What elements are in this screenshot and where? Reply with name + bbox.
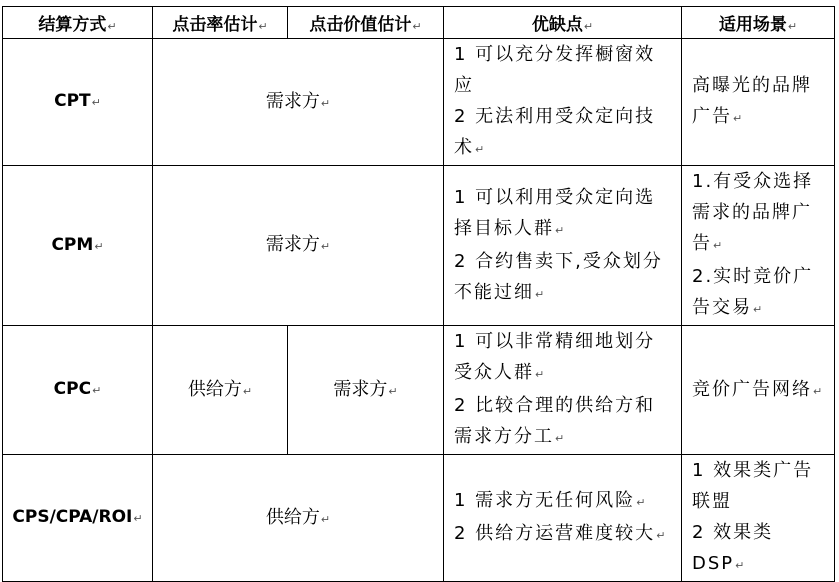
table-row [3, 166, 835, 326]
pros-cons-line: 2 供给方运营难度较大↵ [454, 523, 666, 544]
pros-cons-cell [444, 166, 682, 326]
ctr-cell: 供给方↵ [153, 326, 288, 455]
estimator-cell: 供给方↵ [153, 455, 444, 582]
pros-cons-line: 2 比较合理的供给方和需求方分工↵ [454, 395, 656, 447]
scenario-line: 高曝光的品牌广告↵ [692, 75, 812, 127]
header-scenario: 适用场景↵ [682, 7, 835, 39]
pros-cons-line: 1 需求方无任何风险↵ [454, 490, 646, 511]
scenario-cell [682, 166, 835, 326]
estimator-cell: 需求方↵ [153, 166, 444, 326]
pros-cons-line: 2 无法利用受众定向技术↵ [454, 106, 656, 158]
value-cell: 需求方↵ [288, 326, 444, 455]
header-method: 结算方式↵ [3, 7, 153, 39]
method-cell: CPM↵ [3, 166, 153, 326]
table-row [3, 39, 835, 166]
scenario-line: 1 效果类广告联盟 [692, 460, 814, 512]
method-cell: CPS/CPA/ROI↵ [3, 455, 153, 582]
method-cell: CPT↵ [3, 39, 153, 166]
billing-methods-table [2, 6, 835, 582]
pros-cons-line: 1 可以非常精细地划分受众人群↵ [454, 331, 656, 383]
scenario-cell [682, 455, 835, 582]
pros-cons-cell [444, 39, 682, 166]
pros-cons-line: 1 可以充分发挥橱窗效应 [454, 44, 656, 96]
scenario-line: 2.实时竞价广告交易↵ [692, 266, 814, 318]
header-pros-cons: 优缺点↵ [444, 7, 682, 39]
pros-cons-line: 1 可以利用受众定向选择目标人群↵ [454, 186, 656, 239]
pros-cons-cell [444, 455, 682, 582]
header-row [3, 7, 835, 39]
header-value: 点击价值估计↵ [288, 7, 444, 39]
scenario-line: 1.有受众选择需求的品牌广告↵ [692, 171, 814, 254]
scenario-line: 竞价广告网络↵ [692, 378, 823, 400]
scenario-line: 2 效果类 DSP↵ [692, 522, 774, 574]
pros-cons-cell [444, 326, 682, 455]
method-cell: CPC↵ [3, 326, 153, 455]
scenario-cell [682, 39, 835, 166]
pros-cons-line: 2 合约售卖下,受众划分不能过细↵ [454, 250, 663, 303]
scenario-cell [682, 326, 835, 455]
table-row [3, 326, 835, 455]
table-row [3, 455, 835, 582]
estimator-cell: 需求方↵ [153, 39, 444, 166]
header-ctr: 点击率估计↵ [153, 7, 288, 39]
